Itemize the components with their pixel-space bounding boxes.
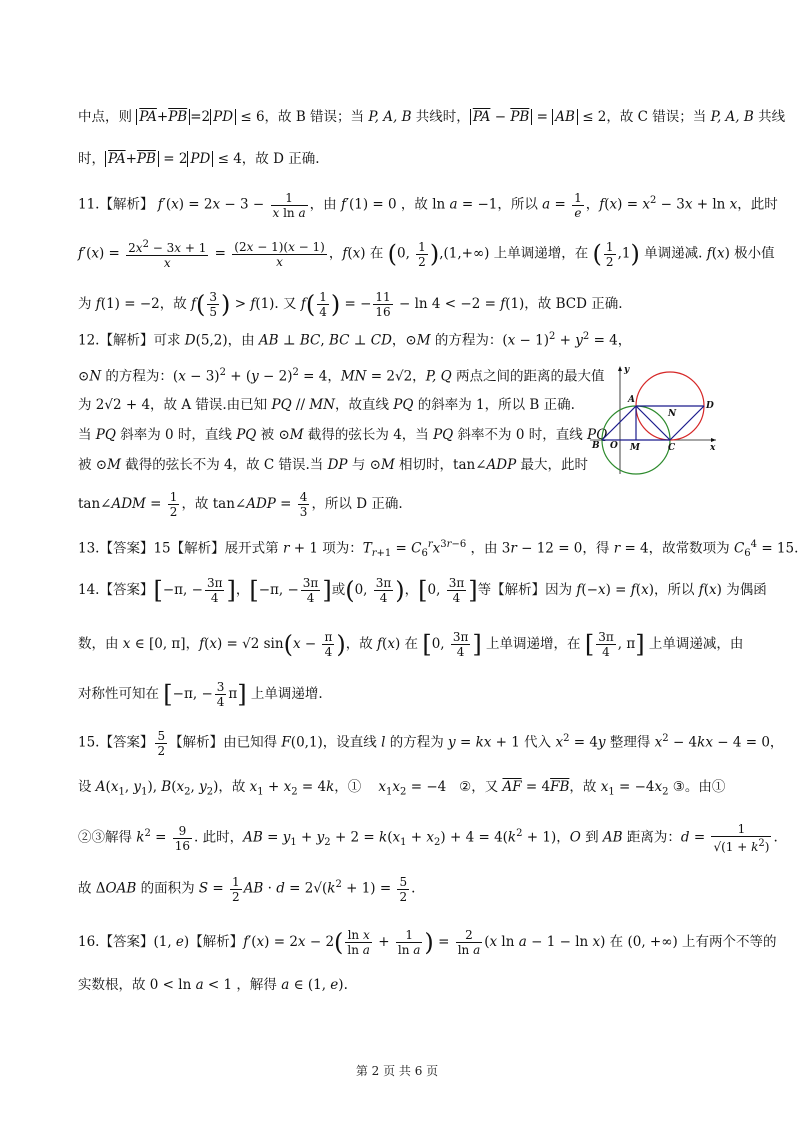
problem-12-line-1: 12.【解析】可求 D(5,2)，由 AB ⊥ BC, BC ⊥ CD，⊙M 的方程为：$(x - 1)^2 + y^2 = 4$，: [78, 331, 632, 349]
problem-15-line-3: ②③解得 $k^2$ = $\frac{9}{16}$ . 此时，AB = $y_1 + y_2 + 2 = k(x_1 + x_2) + 4 = 4(k^2 + 1)$，O 到 AB 距离为：d = $\frac{1}{√(1 + k^2)}$ .: [78, 822, 778, 854]
problem-12-line-5: 被 ⊙M 截得的弦长不为 4，故 C 错误.当 DP 与 ⊙M 相切时，tan∠ADP 最大，此时: [78, 457, 589, 473]
text-line-1: 中点，则 $\overline{PA}+\overline{PB} =2$ PD ≤ 6，故 B 错误；当 P, A, B 共线时， $\overline{PA} - \overline{PB}$ = AB ≤ 2，故 C 错误；当 P, A, B 共线: [78, 109, 786, 125]
problem-15-line-4: 故 ΔOAB 的面积为 S = $\frac{1}{2}$ AB · $d = 2√(k^2 + 1)$ = $\frac{5}{2}$ .: [78, 874, 416, 904]
problem-13-line-1: 13.【答案】15【解析】展开式第 r + 1 项为：$T_{r+1} = C_6^rx^{3r-6}$ ，由 3r − 12 = 0，得 r = 4，故常数项为 $C_6^4 = 15$.: [78, 539, 798, 560]
label-d: D: [706, 401, 714, 411]
problem-16-line-1: 16.【答案】(1, e)【解析】f′(x) = 2x − 2( $\frac{\text{ln x}}{\text{ln a}}$ + $\frac{1}{\text{ln a}}$ ) = $\frac{2}{\text{ln a}}$ (x ln a − 1 − ln x) 在 (0, +∞) 上有两个不等的: [78, 928, 777, 957]
problem-15-line-2: 设 $A(x_1$, $y_1$), $B(x_2$, $y_2$)，故 $x_1 + x_2 = 4k$，① $x_1x_2 = -4$ ②，又 $\overline{AF} = 4\overline{FB}$，故 $x_1 = -4x_2$ ③。由①: [78, 779, 726, 798]
label-x: x: [710, 443, 716, 453]
text-line-2: 时， $\overline{PA}+\overline{PB} = 2$ PD ≤ 4，故 D 正确.: [78, 151, 320, 167]
problem-12-line-3: 为 2√2 + 4，故 A 错误.由已知 PQ // MN，故直线 PQ 的斜率为 1，所以 B 正确.: [78, 397, 575, 413]
label-m: M: [630, 443, 640, 453]
problem-12-line-4: 当 PQ 斜率为 0 时，直线 PQ 被 ⊙M 截得的弦长为 4，当 PQ 斜率不为 0 时，直线 PQ: [78, 427, 608, 443]
problem-11-line-1: 11.【解析】 f′(x) = 2x − 3 − $\frac{1}{\text{x ln a}}$ ，由 f′(1) = 0 ，故 ln a = −1，所以 a = $\frac{1}{e}$ ，$f(x) = x^2 - 3x + \ln x$，此时: [78, 190, 778, 220]
problem-12-figure: [590, 362, 720, 477]
problem-11-line-2: f′(x) = $\frac{2x^2 - 3x + 1}{x}$ = $\frac{(2x - 1)(x - 1)}{x}$ ，f(x) 在 (0, $\frac{1}{2}$ ),(1,+∞) 上单调递增，在 ( $\frac{1}{2}$ ,1) 单调递减. f(x) 极小值: [78, 239, 775, 270]
label-b: B: [592, 441, 600, 451]
label-a: A: [628, 395, 635, 405]
problem-12-line-6: tan∠ADM = $\frac{1}{2}$ ，故 tan∠ADP = $\frac{4}{3}$ ，所以 D 正确.: [78, 490, 403, 519]
problem-14-line-1: 14.【答案】[−π, − $\frac{3\pi}{4}$ ]，[−π, − $\frac{3\pi}{4}$ ]或(0, $\frac{3\pi}{4}$ )，[0, $\frac{3\pi}{4}$ ]等【解析】因为 f(−x) = f(x)，所以 f(x) 为偶函: [78, 576, 767, 605]
problem-15-line-1: 15.【答案】 $\frac{5}{2}$ 【解析】由已知得 F(0,1)，设直线 l 的方程为 y = kx + 1 代入 $x^2 = 4y$ 整理得 $x^2 - 4kx - 4 = 0$，: [78, 728, 784, 758]
page-footer: 第 2 页 共 6 页: [355, 1064, 439, 1078]
problem-12-line-2: ⊙N 的方程为：$(x - 3)^2 + (y - 2)^2 = 4$，MN = 2√2，P, Q 两点之间的距离的最大值: [78, 367, 605, 385]
label-y: y: [624, 365, 630, 375]
label-c: C: [668, 443, 676, 453]
problem-14-line-3: 对称性可知在 [−π, − $\frac{3}{4}$ π] 上单调递增.: [78, 680, 323, 709]
label-n: N: [668, 409, 677, 419]
label-o: O: [610, 441, 618, 451]
problem-14-line-2: 数，由 x ∈ [0, π]，f(x) = √2 sin(x − $\frac{\pi}{4}$ )，故 f(x) 在 [0, $\frac{3\pi}{4}$ ] 上单调递增，在 [ $\frac{3\pi}{4}$ , π] 上单调递减，由: [78, 630, 744, 659]
problem-16-line-2: 实数根，故 0 < ln a < 1 ，解得 a ∈ (1, e).: [78, 977, 348, 993]
problem-11-line-3: 为 f(1) = −2，故 f( $\frac{3}{5}$ ) > f(1). 又 f( $\frac{1}{4}$ ) = − $\frac{11}{16}$ − ln 4 < −2 = f(1)，故 BCD 正确.: [78, 290, 623, 319]
